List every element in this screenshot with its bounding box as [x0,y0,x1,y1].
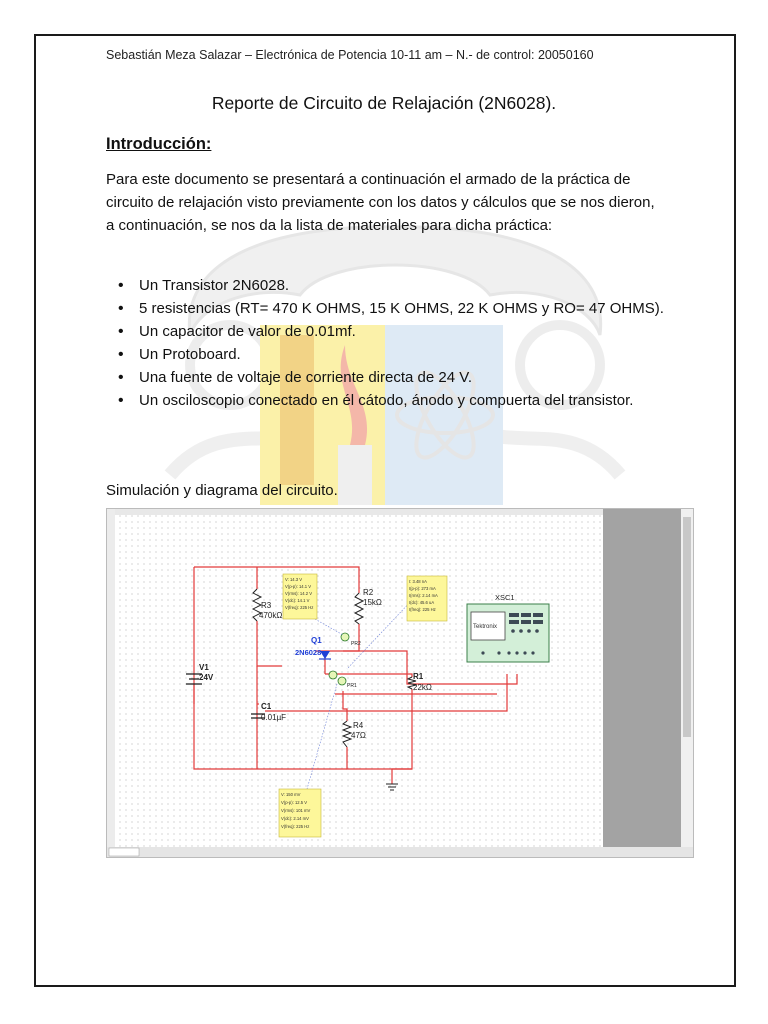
pr1-label: PR1 [347,683,357,689]
probe-ammeter-marker [329,671,337,679]
svg-text:I(p-p): 273 mA: I(p-p): 273 mA [409,586,436,591]
r1-value: 22kΩ [413,683,432,692]
pr2-label: PR2 [351,641,361,647]
sheet-tab [109,848,139,856]
svg-text:V(p-p): 14.1 V: V(p-p): 14.1 V [285,584,312,589]
oscilloscope-xsc1 [467,604,549,662]
q1-model: 2N6028 [295,648,322,657]
r4-name: R4 [353,721,364,730]
scope-name: XSC1 [495,593,515,602]
workspace-gray-area [603,509,681,847]
svg-text:I: 3.48 nA: I: 3.48 nA [409,579,427,584]
document-header: Sebastián Meza Salazar – Electrónica de Potencia 10-11 am – N.- de control: 20050160 [106,48,594,62]
scrollbar-thumb [683,517,691,737]
svg-text:V: 150 mV: V: 150 mV [281,792,301,797]
r1-name: R1 [413,672,424,681]
svg-text:V(rms): 101 mV: V(rms): 101 mV [281,808,311,813]
svg-text:I(dc): 45.6 uA: I(dc): 45.6 uA [409,600,435,605]
r3-name: R3 [261,601,272,610]
svg-text:V(freq): 225 Hz: V(freq): 225 Hz [285,605,314,610]
svg-text:V(freq): 225 Hz: V(freq): 225 Hz [281,824,310,829]
r3-value: 470kΩ [259,611,283,620]
v1-value: 24V [199,673,214,682]
r4-value: 47Ω [351,731,366,740]
svg-text:V(dc): 2.14 mV: V(dc): 2.14 mV [281,816,309,821]
materials-list [106,274,666,412]
list-item: • Un capacitor de valor de 0.01mf. [106,320,666,343]
r2-value: 15kΩ [363,598,382,607]
circuit-simulation-screenshot [106,508,694,858]
list-item: • Un osciloscopio conectado en él cátodo, ánodo y compuerta del transistor. [106,389,666,412]
svg-text:V(p-p): 12.5 V: V(p-p): 12.5 V [281,800,308,805]
document-title: Reporte de Circuito de Relajación (2N6028). [211,93,557,113]
c1-value: 0.01µF [261,713,287,722]
q1-name: Q1 [311,636,322,645]
svg-text:V: 14.3 V: V: 14.3 V [285,577,303,582]
figure-caption: Simulación y diagrama del circuito. [106,482,338,499]
r2-name: R2 [363,588,374,597]
section-heading: Introducción: [106,135,212,153]
svg-text:V(rms): 14.2 V: V(rms): 14.2 V [285,591,312,596]
c1-name: C1 [261,702,272,711]
v1-name: V1 [199,663,209,672]
list-item: • Un Transistor 2N6028. [106,274,666,297]
list-item: • Un Protoboard. [106,343,666,366]
svg-text:I(freq): 225 Hz: I(freq): 225 Hz [409,607,436,612]
svg-text:I(rms): 2.14 mA: I(rms): 2.14 mA [409,593,438,598]
scope-brand: Tektronix [473,624,498,630]
intro-paragraph: Para este documento se presentará a continuación el armado de la práctica de circuito de relajación visto previamente con los datos y cálculos que se nos dieron, a continuación, se nos da la lista de materiales para dicha práctica: [106,171,655,234]
bottom-tab-bar [107,847,693,857]
list-item: • Una fuente de voltaje de corriente directa de 24 V. [106,366,666,389]
svg-text:V(dc): 14.1 V: V(dc): 14.1 V [285,598,310,603]
list-item: • 5 resistencias (RT= 470 K OHMS, 15 K OHMS, 22 K OHMS y RO= 47 OHMS). [106,297,666,320]
probe-pr1-marker [338,677,346,685]
